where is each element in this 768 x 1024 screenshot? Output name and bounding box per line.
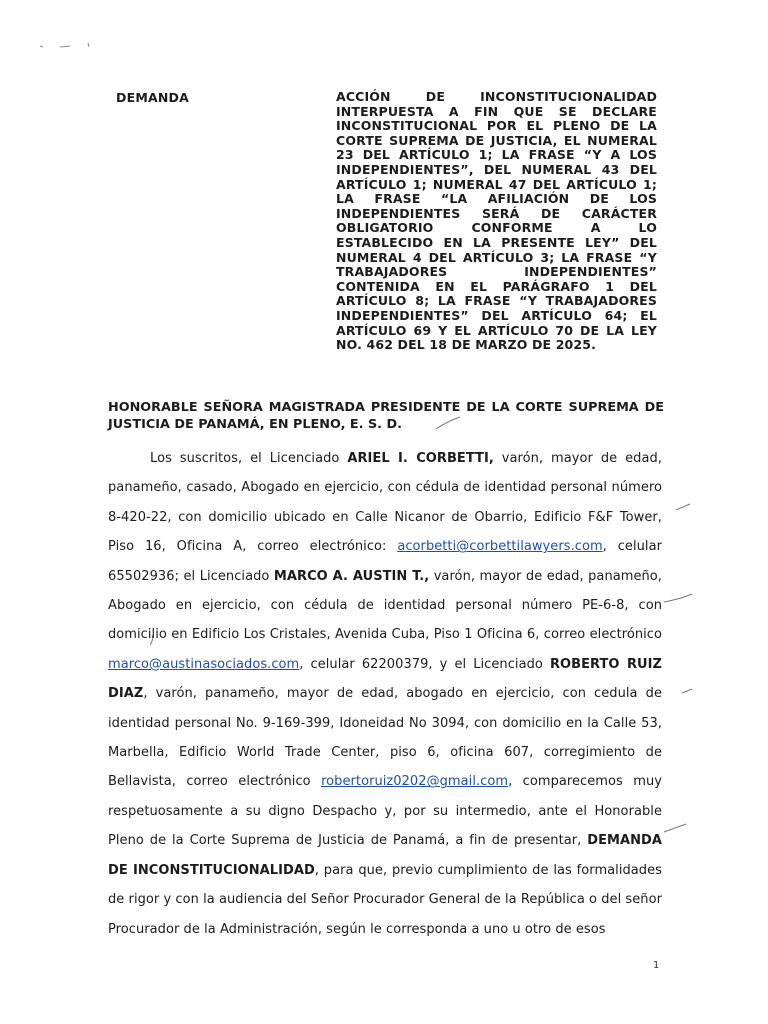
text-run: , para que, previo cumplimiento de las formalidades de rigor y con la audiencia del Señor Procurador General de la República o del señor Procurador de la Administración, según le corresponda a uno u otro de esos	[108, 862, 662, 937]
document-type-label: DEMANDA	[116, 90, 189, 105]
email-link[interactable]: acorbetti@corbettilawyers.com	[397, 539, 603, 555]
attorney-name: ROBERTO RUIZ DIAZ	[108, 656, 662, 702]
page-number: 1	[653, 960, 660, 971]
attorney-name: ARIEL I. CORBETTI,	[347, 451, 494, 466]
demand-label: DEMANDA DE INCONSTITUCIONALIDAD	[108, 833, 662, 878]
text-run: varón, mayor de edad, panameño, Abogado en ejercicio, con cédula de identidad personal número PE-6-8, con domicilio en Edificio Los Cristales, Avenida Cuba, Piso 1 Oficina 6, correo electrónico	[108, 568, 662, 643]
action-title: ACCIÓN DE INCONSTITUCIONALIDAD INTERPUESTA A FIN QUE SE DECLARE INCONSTITUCIONAL POR EL PLENO DE LA CORTE SUPREMA DE JUSTICIA, EL NUMERAL 23 DEL ARTÍCULO 1; LA FRASE “Y A LOS INDEPENDIENTES”, DEL NUMERAL 43 DEL ARTÍCULO 1; NUMERAL 47 DEL ARTÍCULO 1; LA FRASE “LA AFILIACIÓN DE LOS INDEPENDIENTES SERÁ DE CARÁCTER OBLIGATORIO CONFORME A LO ESTABLECIDO EN LA PRESENTE LEY” DEL NUMERAL 4 DEL ARTÍCULO 3; LA FRASE “Y TRABAJADORES INDEPENDIENTES” CONTENIDA EN EL PARÁGRAFO 1 DEL ARTÍCULO 8; LA FRASE “Y TRABAJADORES INDEPENDIENTES” DEL ARTÍCULO 64; EL ARTÍCULO 69 Y EL ARTÍCULO 70 DE LA LEY NO. 462 DEL 18 DE MARZO DE 2025.	[336, 89, 657, 353]
text-run: varón, mayor de edad, panameño, casado, Abogado en ejercicio, con cédula de identidad personal número 8-420-22, con domicilio ubicado en Calle Nicanor de Obarrio, Edificio F&F Tower, Piso 16, Oficina A, correo electrónico:	[108, 451, 662, 555]
email-link[interactable]: marco@austinasociados.com	[108, 656, 300, 672]
email-link[interactable]: robertoruiz0202@gmail.com	[321, 774, 509, 790]
text-run: Los suscritos, el Licenciado	[150, 451, 348, 466]
attorney-name: MARCO A. AUSTIN T.,	[273, 568, 430, 584]
paragraph	[108, 444, 662, 944]
body-paragraph	[108, 444, 662, 944]
text-run: , celular 65502936; el Licenciado	[108, 539, 662, 584]
text-run: , celular 62200379, y el Licenciado	[299, 656, 550, 672]
text-run: , varón, panameño, mayor de edad, abogado en ejercicio, con cedula de identidad personal No. 9-169-399, Idoneidad No 3094, con domicilio en la Calle 53, Marbella, Edificio World Trade Center, piso 6, oficina 607, corregimiento de Bellavista, correo electrónico	[108, 686, 662, 790]
addressee-line: HONORABLE SEÑORA MAGISTRADA PRESIDENTE DE LA CORTE SUPREMA DE JUSTICIA DE PANAMÁ, EN PLENO, E. S. D.	[108, 400, 664, 432]
text-run: , comparecemos muy respetuosamente a su digno Despacho y, por su intermedio, ante el Honorable Pleno de la Corte Suprema de Justicia de Panamá, a fin de presentar,	[108, 774, 663, 849]
